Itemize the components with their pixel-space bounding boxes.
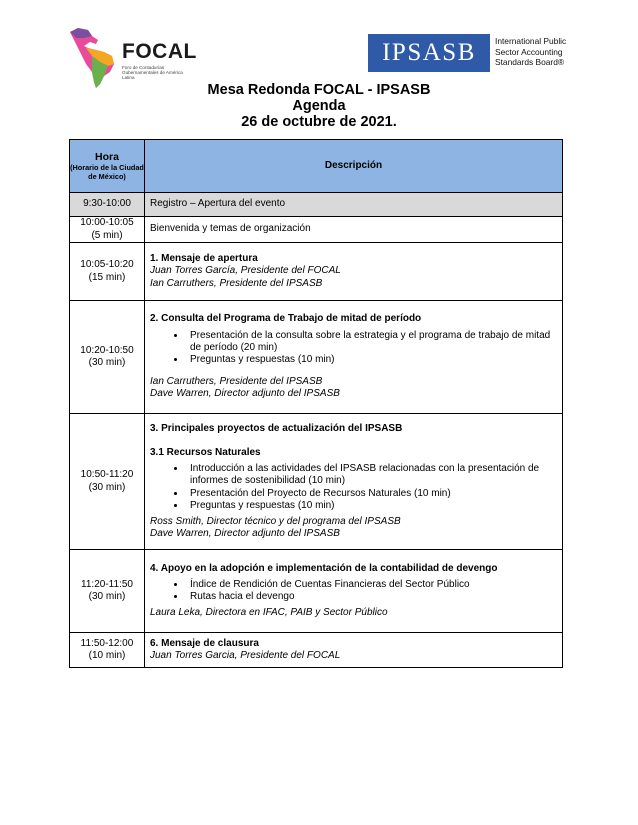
agenda-table bbox=[69, 139, 563, 668]
table-header bbox=[70, 140, 563, 193]
list-item: • Presentación del Proyecto de Recursos Naturales (10 min) bbox=[186, 488, 558, 500]
list-item: • Rutas hacia el devengo bbox=[186, 591, 558, 603]
bullet-list bbox=[150, 463, 558, 512]
row-description bbox=[145, 633, 563, 668]
focal-wordmark: FOCAL bbox=[122, 40, 197, 63]
document-date: 26 de octubre de 2021. bbox=[241, 114, 397, 130]
row-time: 11:20-11:50 (30 min) bbox=[70, 550, 145, 633]
speaker: Ross Smith, Director técnico y del programa del IPSASB bbox=[150, 515, 401, 527]
header-hora: Hora (Horario de la Ciudad de México) bbox=[70, 140, 145, 193]
session-heading: 2. Consulta del Programa de Trabajo de mitad de período bbox=[150, 313, 422, 325]
table-row bbox=[70, 414, 563, 550]
list-item: • Introducción a las actividades del IPSASB relacionadas con la presentación de informes de sostenibilidad (10 min) bbox=[186, 463, 558, 487]
header-descripcion: Descripción bbox=[145, 140, 563, 193]
row-time: 11:50-12:00 (10 min) bbox=[70, 633, 145, 668]
bullet-list bbox=[150, 330, 558, 367]
row-time: 10:20-10:50 (30 min) bbox=[70, 301, 145, 414]
speaker: Juan Torres Garcia, Presidente del FOCAL bbox=[150, 650, 341, 661]
document-subtitle: Agenda bbox=[292, 98, 346, 114]
row-description bbox=[145, 414, 563, 550]
row-time: 10:50-11:20 (30 min) bbox=[70, 414, 145, 550]
table-row bbox=[70, 301, 563, 414]
row-description bbox=[145, 550, 563, 633]
list-item: • Preguntas y respuestas (10 min) bbox=[186, 500, 558, 512]
speaker: Dave Warren, Director adjunto del IPSASB bbox=[150, 388, 340, 400]
table-row bbox=[70, 550, 563, 633]
bullet-list bbox=[150, 579, 558, 603]
speaker: Laura Leka, Directora en IFAC, PAIB y Sector Público bbox=[150, 607, 388, 619]
document-title: Mesa Redonda FOCAL - IPSASB bbox=[207, 82, 431, 98]
session-heading: 3. Principales proyectos de actualización del IPSASB bbox=[150, 422, 403, 434]
session-heading: 4. Apoyo en la adopción e implementación de la contabilidad de devengo bbox=[150, 562, 498, 574]
latin-america-map-icon bbox=[68, 26, 120, 90]
speaker: Ian Carruthers, Presidente del IPSASB bbox=[150, 277, 323, 289]
row-description bbox=[145, 301, 563, 414]
ipsasb-logo bbox=[368, 34, 570, 74]
table-row bbox=[70, 243, 563, 301]
row-description: Registro – Apertura del evento bbox=[145, 193, 563, 217]
row-description: Bienvenida y temas de organización bbox=[145, 217, 563, 243]
focal-subtitle: Foro de Contadurías Gubernamentales de América Latina bbox=[122, 65, 183, 81]
row-time: 10:05-10:20 (15 min) bbox=[70, 243, 145, 301]
ipsasb-fullname: International Public Sector Accounting Standards Board® bbox=[495, 36, 567, 67]
speaker: Dave Warren, Director adjunto del IPSASB bbox=[150, 528, 340, 540]
row-description bbox=[145, 243, 563, 301]
speaker: Ian Carruthers, Presidente del IPSASB bbox=[150, 376, 323, 388]
list-item: • Presentación de la consulta sobre la estrategia y el programa de trabajo de mitad de período (20 min) bbox=[186, 330, 558, 354]
session-subheading: 3.1 Recursos Naturales bbox=[150, 446, 261, 458]
session-heading: 1. Mensaje de apertura bbox=[150, 253, 258, 265]
list-item: • Índice de Rendición de Cuentas Financieras del Sector Público bbox=[186, 579, 558, 591]
ipsasb-wordmark: IPSASB bbox=[368, 34, 490, 72]
row-time: 10:00-10:05 (5 min) bbox=[70, 217, 145, 243]
table-row bbox=[70, 193, 563, 217]
session-heading: 6. Mensaje de clausura bbox=[150, 637, 259, 649]
speaker: Juan Torres García, Presidente del FOCAL bbox=[150, 265, 341, 277]
table-row bbox=[70, 217, 563, 243]
row-time: 9:30-10:00 bbox=[70, 193, 145, 217]
list-item: • Preguntas y respuestas (10 min) bbox=[186, 354, 558, 366]
table-row bbox=[70, 633, 563, 668]
